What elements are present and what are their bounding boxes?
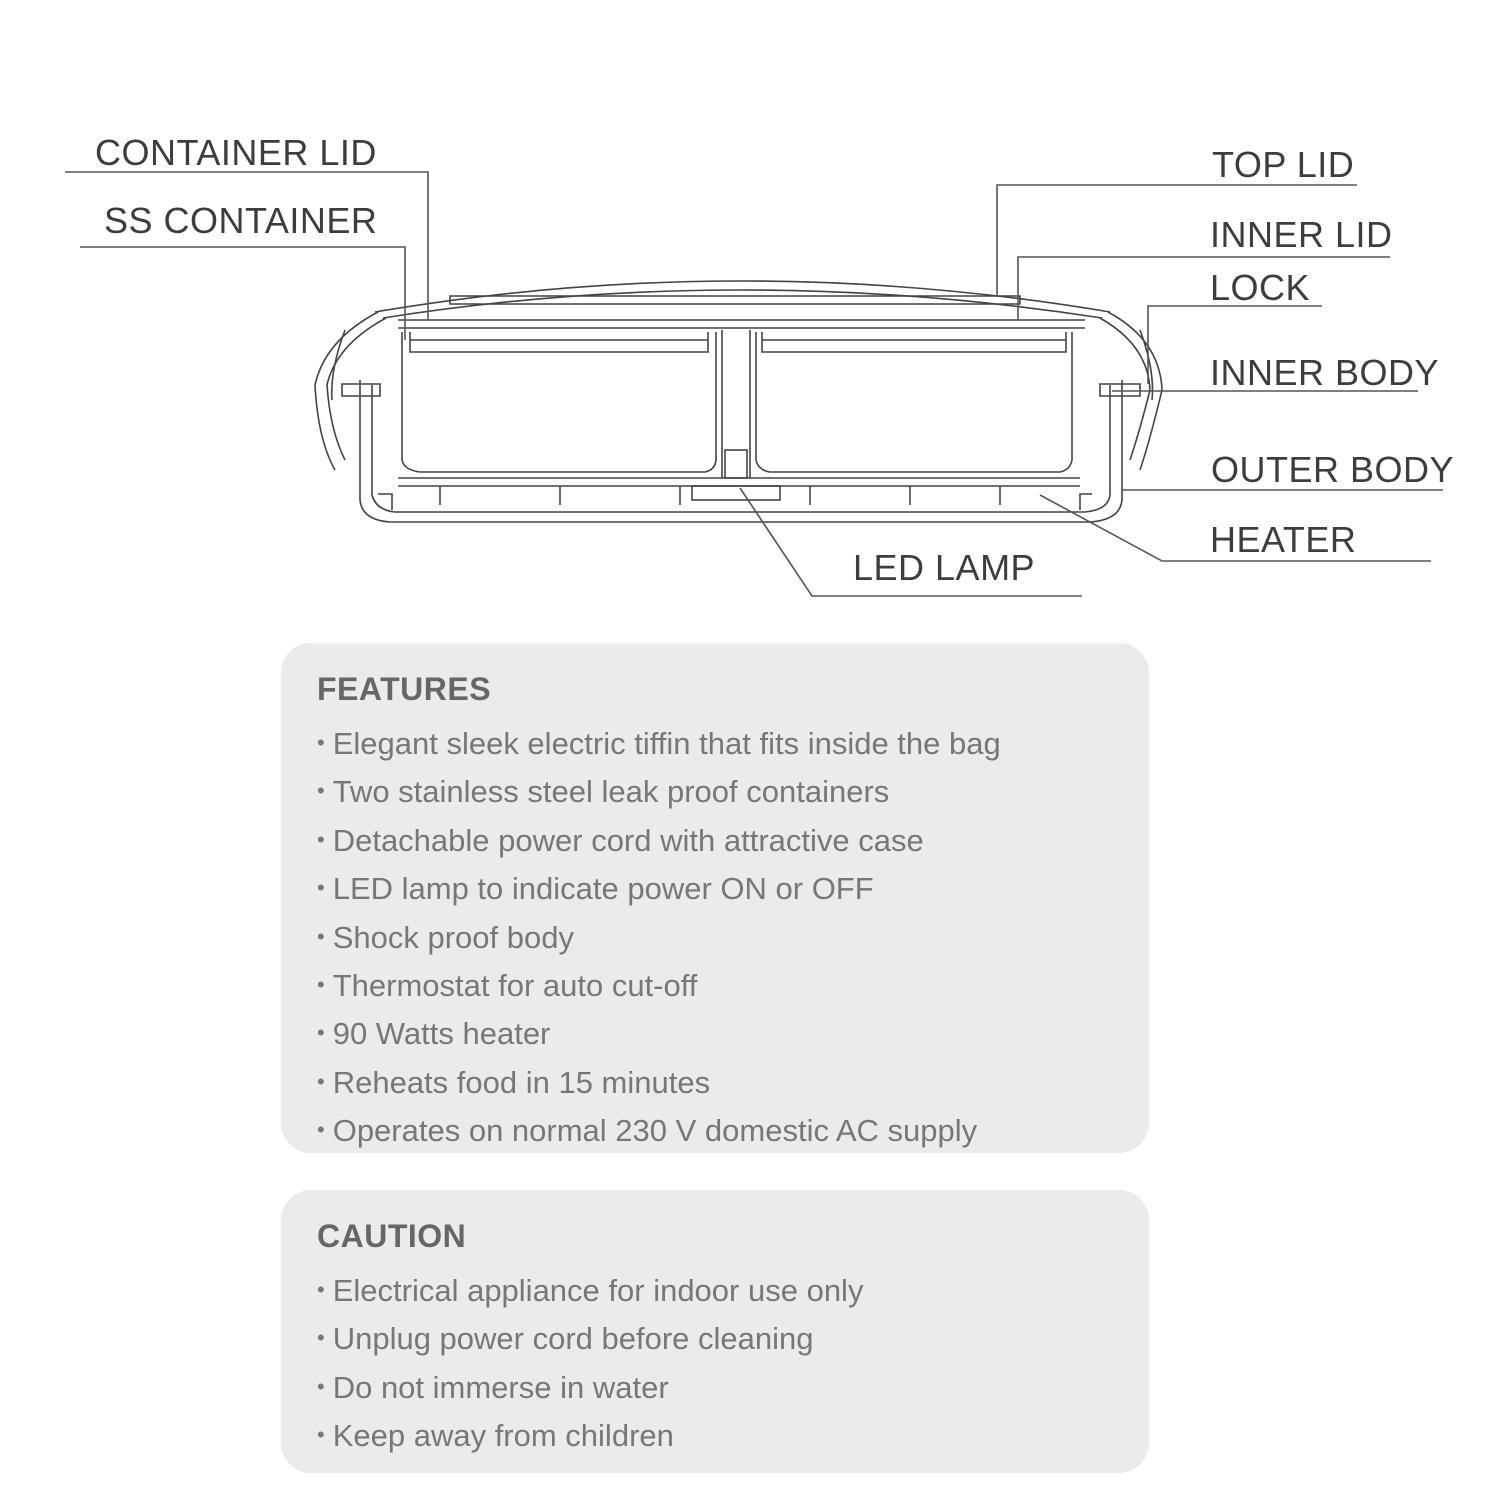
list-item: • Do not immerse in water xyxy=(317,1369,669,1405)
tiffin-cross-section-diagram xyxy=(0,0,1500,620)
list-item: • Thermostat for auto cut-off xyxy=(317,968,698,1004)
callout-ss-container: SS CONTAINER xyxy=(104,200,378,241)
callout-top-lid: TOP LID xyxy=(1212,144,1355,185)
list-item: • Operates on normal 230 V domestic AC supply xyxy=(317,1113,978,1149)
callout-outer-body: OUTER BODY xyxy=(1211,449,1455,490)
list-item: • Reheats food in 15 minutes xyxy=(317,1064,711,1100)
callout-lock: LOCK xyxy=(1210,267,1311,308)
features-list xyxy=(317,719,1113,1155)
list-item: • Detachable power cord with attractive case xyxy=(317,822,924,858)
callout-heater: HEATER xyxy=(1210,519,1357,560)
list-item: • Shock proof body xyxy=(317,919,574,955)
callout-led-lamp: LED LAMP xyxy=(853,547,1036,588)
list-item: • Keep away from children xyxy=(317,1418,674,1454)
list-item: • 90 Watts heater xyxy=(317,1016,551,1052)
tiffin-body-outline xyxy=(315,281,1162,522)
callout-inner-lid: INNER LID xyxy=(1210,214,1393,255)
callout-inner-body: INNER BODY xyxy=(1210,352,1440,393)
callout-container-lid: CONTAINER LID xyxy=(95,132,377,173)
features-panel xyxy=(281,643,1149,1153)
list-item: • Electrical appliance for indoor use only xyxy=(317,1273,864,1308)
caution-heading: CAUTION xyxy=(317,1218,467,1254)
list-item: • Two stainless steel leak proof containers xyxy=(317,774,890,810)
features-heading: FEATURES xyxy=(317,671,492,707)
list-item: • Elegant sleek electric tiffin that fits inside the bag xyxy=(317,726,1001,761)
caution-panel xyxy=(281,1190,1149,1473)
caution-list xyxy=(317,1266,1113,1460)
list-item: • LED lamp to indicate power ON or OFF xyxy=(317,871,874,907)
list-item: • Unplug power cord before cleaning xyxy=(317,1321,814,1357)
